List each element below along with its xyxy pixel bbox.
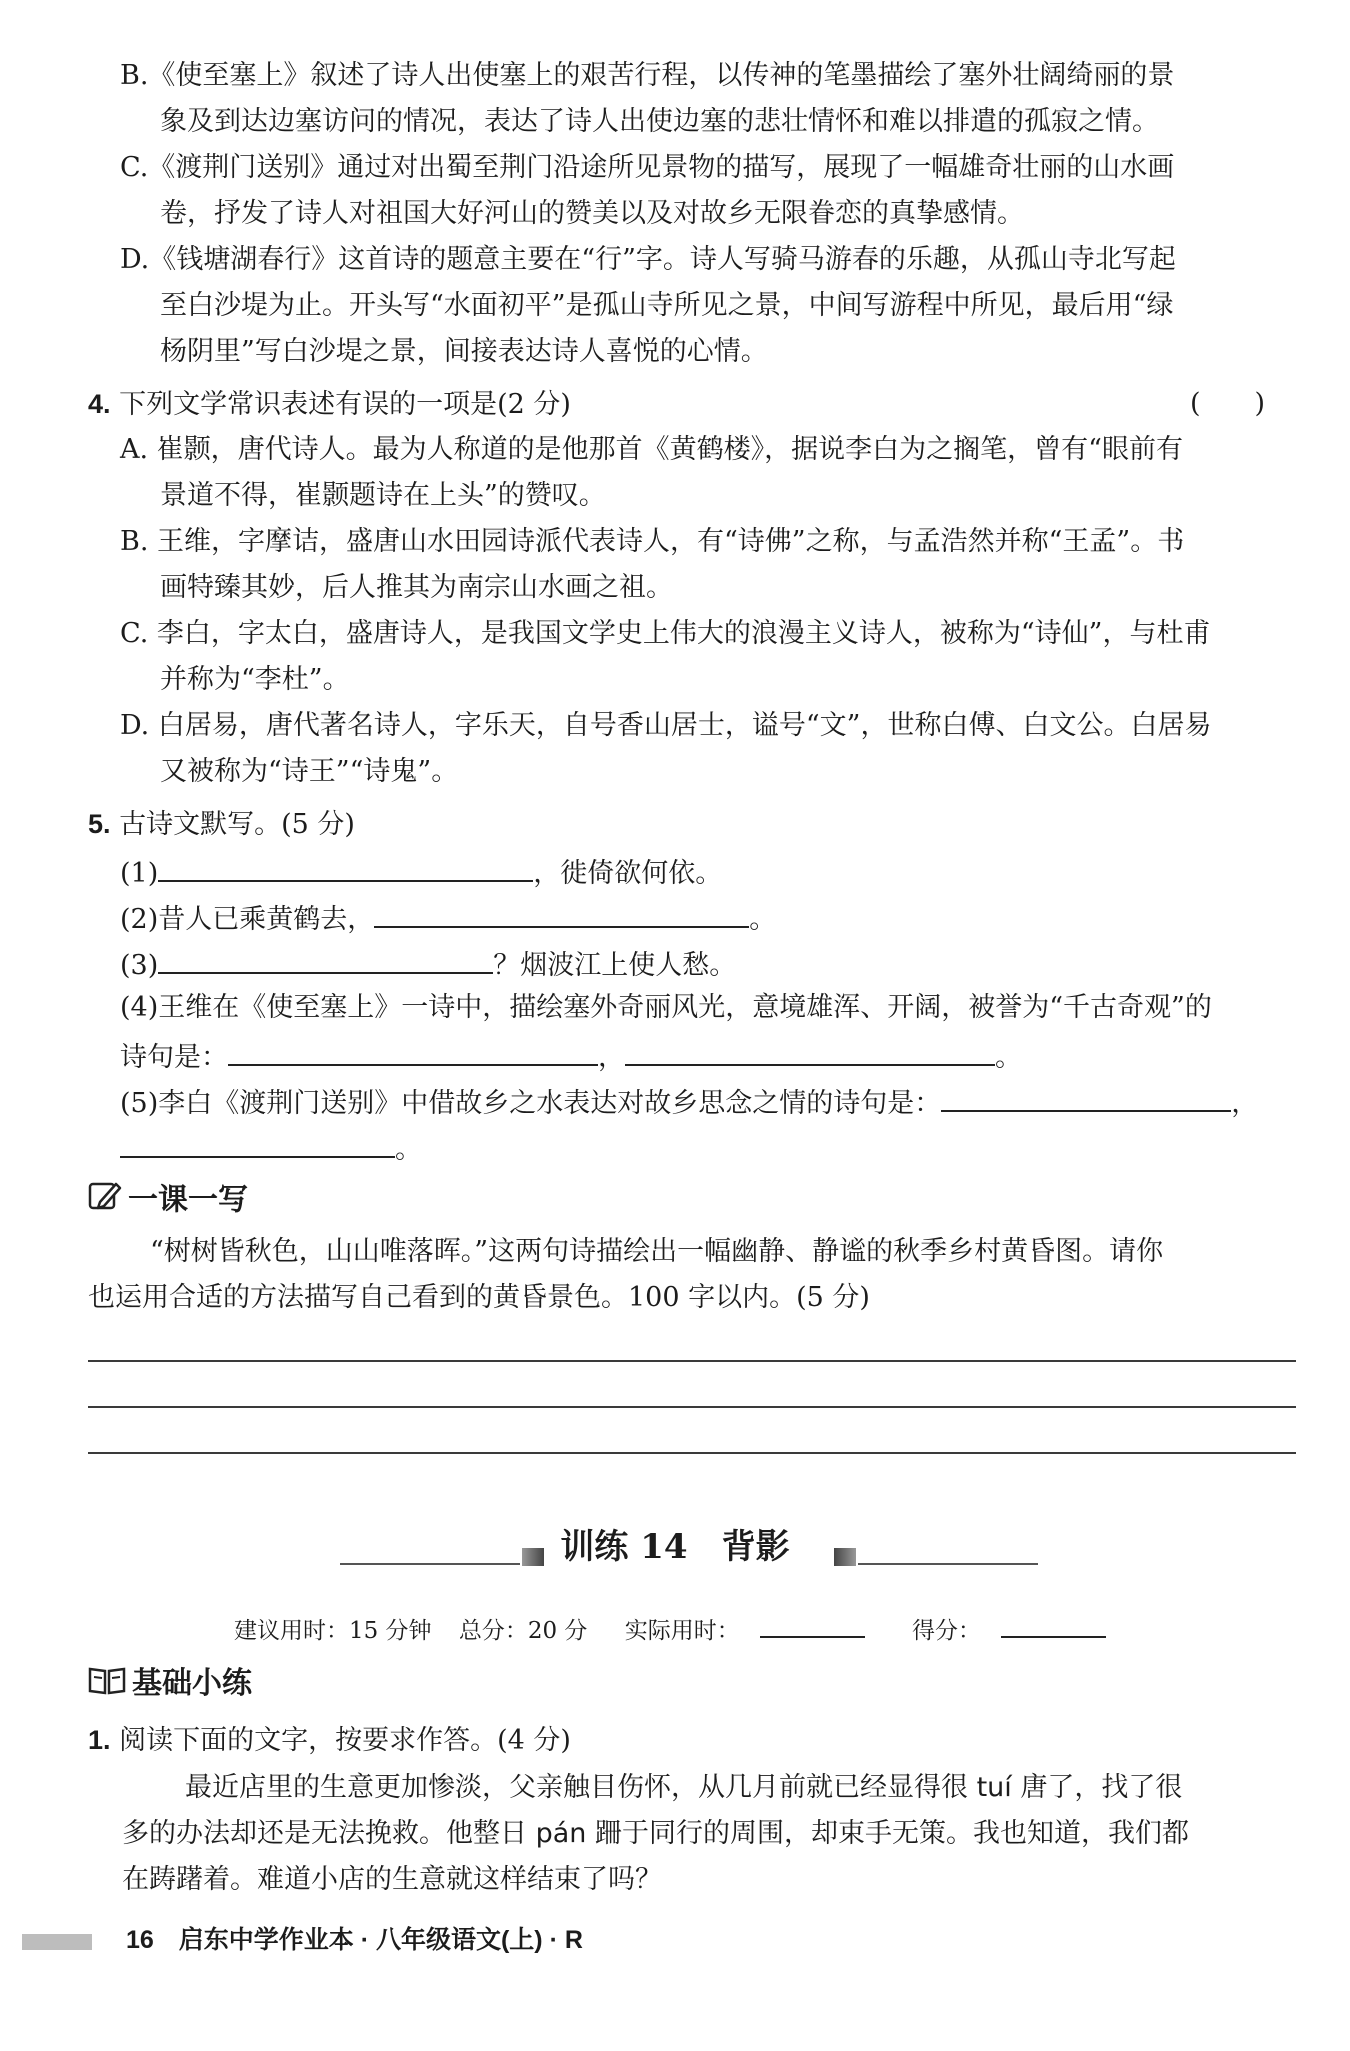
q5-item-1-label: (1) (120, 858, 159, 889)
title-rule-right (858, 1563, 1038, 1565)
q3-option-c-line2: 卷，抒发了诗人对祖国大好河山的赞美以及对故乡无限眷恋的真挚感情。 (160, 198, 1024, 229)
score-field (902, 1618, 1116, 1644)
q3-option-d-line3: 杨阴里”写白沙堤之景，间接表达诗人喜悦的心情。 (160, 336, 768, 367)
q4-stem (88, 384, 571, 425)
q4-number: 4. (88, 389, 111, 419)
footer-title: 启东中学作业本 · 八年级语文(上) · R (178, 1926, 583, 1954)
q5-item-5-comma: ， (1231, 1088, 1259, 1119)
q5-item-4-line1: (4)王维在《使至塞上》一诗中，描绘塞外奇丽风光，意境雄浑、开阔，被誉为“千古奇观”的 (120, 992, 1212, 1023)
section-meta (0, 1612, 1350, 1649)
q4-option-a-line1: A. 崔颢，唐代诗人。最为人称道的是他那首《黄鹤楼》，据说李白为之搁笔，曾有“眼前有 (120, 434, 1183, 465)
q3-option-d-line1: D.《钱塘湖春行》这首诗的题意主要在“行”字。诗人写骑马游春的乐趣，从孤山寺北写起 (120, 244, 1176, 275)
score-blank[interactable] (1001, 1612, 1106, 1638)
q4-stem-text: 下列文学常识表述有误的一项是(2 分) (119, 389, 571, 420)
q5-stem-text: 古诗文默写。(5 分) (119, 809, 355, 840)
q5-item-1-text: ，徙倚欲何依。 (533, 858, 723, 889)
q5-item-2-end: 。 (749, 904, 777, 935)
writing-prompt-line1: “树树皆秋色，山山唯落晖。”这两句诗描绘出一幅幽静、静谧的秋季乡村黄昏图。请你 (150, 1236, 1164, 1267)
suggested-time: 建议用时：15 分钟 (233, 1618, 432, 1644)
reading-passage-line1: 最近店里的生意更加惨淡，父亲触目伤怀，从几月前就已经显得很 tuí 唐了，找了很 (185, 1772, 1183, 1803)
q3-option-c-line1: C.《渡荆门送别》通过对出蜀至荆门沿途所见景物的描写，展现了一幅雄奇壮丽的山水画 (120, 152, 1175, 183)
q3-option-b-line2: 象及到达边塞访问的情况，表达了诗人出使边塞的悲壮情怀和难以排遣的孤寂之情。 (160, 106, 1159, 137)
section-title: 训练 14 背影 (560, 1527, 790, 1567)
pencil-icon (88, 1180, 122, 1223)
q5-item-1 (120, 850, 722, 894)
q5-item-1-blank[interactable] (158, 850, 533, 882)
q5-item-4-blank-2[interactable] (625, 1034, 995, 1066)
q5-item-4-end: 。 (995, 1042, 1022, 1073)
title-ornament-right (834, 1548, 856, 1566)
writing-prompt-line2: 也运用合适的方法描写自己看到的黄昏景色。100 字以内。(5 分) (88, 1282, 870, 1313)
q4-option-a-line2: 景道不得，崔颢题诗在上头”的赞叹。 (160, 480, 606, 511)
q4-option-d-line1: D. 白居易，唐代著名诗人，字乐天，自号香山居士，谥号“文”，世称白傅、白文公。白居易 (120, 710, 1212, 741)
q5-number: 5. (88, 809, 111, 839)
q3-option-b-line1: B.《使至塞上》叙述了诗人出使塞上的艰苦行程，以传神的笔墨描绘了塞外壮阔绮丽的景 (120, 60, 1175, 91)
basics-q1-number: 1. (88, 1725, 111, 1755)
q5-item-5-end: 。 (395, 1134, 422, 1165)
page-footer (126, 1922, 583, 1958)
q5-item-4-label: 诗句是： (120, 1042, 228, 1073)
q4-option-c-line2: 并称为“李杜”。 (160, 664, 350, 695)
actual-time-label: 实际用时： (624, 1618, 740, 1644)
q4-option-b-line2: 画特臻其妙，后人推其为南宗山水画之祖。 (160, 572, 673, 603)
footer-bar (22, 1934, 92, 1950)
q5-item-3 (120, 942, 736, 986)
reading-passage-line3: 在踌躇着。难道小店的生意就这样结束了吗？ (122, 1864, 662, 1895)
q5-item-3-blank[interactable] (158, 942, 493, 974)
basics-heading-text: 基础小练 (132, 1666, 252, 1701)
basics-heading (88, 1664, 252, 1706)
q5-item-2-text: (2)昔人已乘黄鹤去， (120, 904, 375, 935)
q3-option-d-line2: 至白沙堤为止。开头写“水面初平”是孤山寺所见之景，中间写游程中所见，最后用“绿 (160, 290, 1174, 321)
score-label: 得分： (912, 1618, 982, 1644)
q5-item-5-blank-2[interactable] (120, 1126, 395, 1158)
basics-q1-stem (88, 1720, 571, 1761)
page-number: 16 (126, 1926, 154, 1954)
q4-option-b-line1: B. 王维，字摩诘，盛唐山水田园诗派代表诗人，有“诗佛”之称，与孟浩然并称“王孟”。书 (120, 526, 1185, 557)
q5-stem (88, 804, 355, 845)
answer-line-3[interactable] (88, 1452, 1296, 1454)
q5-item-3-text: ？烟波江上使人愁。 (493, 950, 737, 981)
q5-item-2-blank[interactable] (374, 896, 749, 928)
q5-item-4-comma: ， (598, 1042, 625, 1073)
writing-heading (88, 1180, 248, 1223)
q5-item-5-line1 (120, 1080, 1258, 1124)
reading-passage-line2: 多的办法却还是无法挽救。他整日 pán 跚于同行的周围，却束手无策。我也知道，我们都 (122, 1818, 1189, 1849)
q5-item-5-blank-1[interactable] (941, 1080, 1231, 1112)
q4-answer-paren[interactable]: ( ) (1190, 388, 1266, 419)
answer-line-2[interactable] (88, 1406, 1296, 1408)
actual-time-blank[interactable] (760, 1612, 865, 1638)
q5-item-4-blank-1[interactable] (228, 1034, 598, 1066)
q5-item-2 (120, 896, 776, 940)
q4-option-c-line1: C. 李白，字太白，盛唐诗人，是我国文学史上伟大的浪漫主义诗人，被称为“诗仙”，与杜甫 (120, 618, 1211, 649)
actual-time (615, 1618, 875, 1644)
total-score: 总分：20 分 (458, 1618, 588, 1644)
q5-item-3-label: (3) (120, 950, 159, 981)
q5-item-5-text: (5)李白《渡荆门送别》中借故乡之水表达对故乡思念之情的诗句是： (120, 1088, 942, 1119)
q4-option-d-line2: 又被称为“诗王”“诗鬼”。 (160, 756, 459, 787)
q5-item-5-line2 (120, 1126, 422, 1170)
writing-heading-text: 一课一写 (128, 1182, 248, 1218)
answer-line-1[interactable] (88, 1360, 1296, 1362)
book-icon (88, 1665, 126, 1706)
basics-q1-stem-text: 阅读下面的文字，按要求作答。(4 分) (119, 1725, 571, 1756)
q5-item-4-line2 (120, 1034, 1022, 1078)
